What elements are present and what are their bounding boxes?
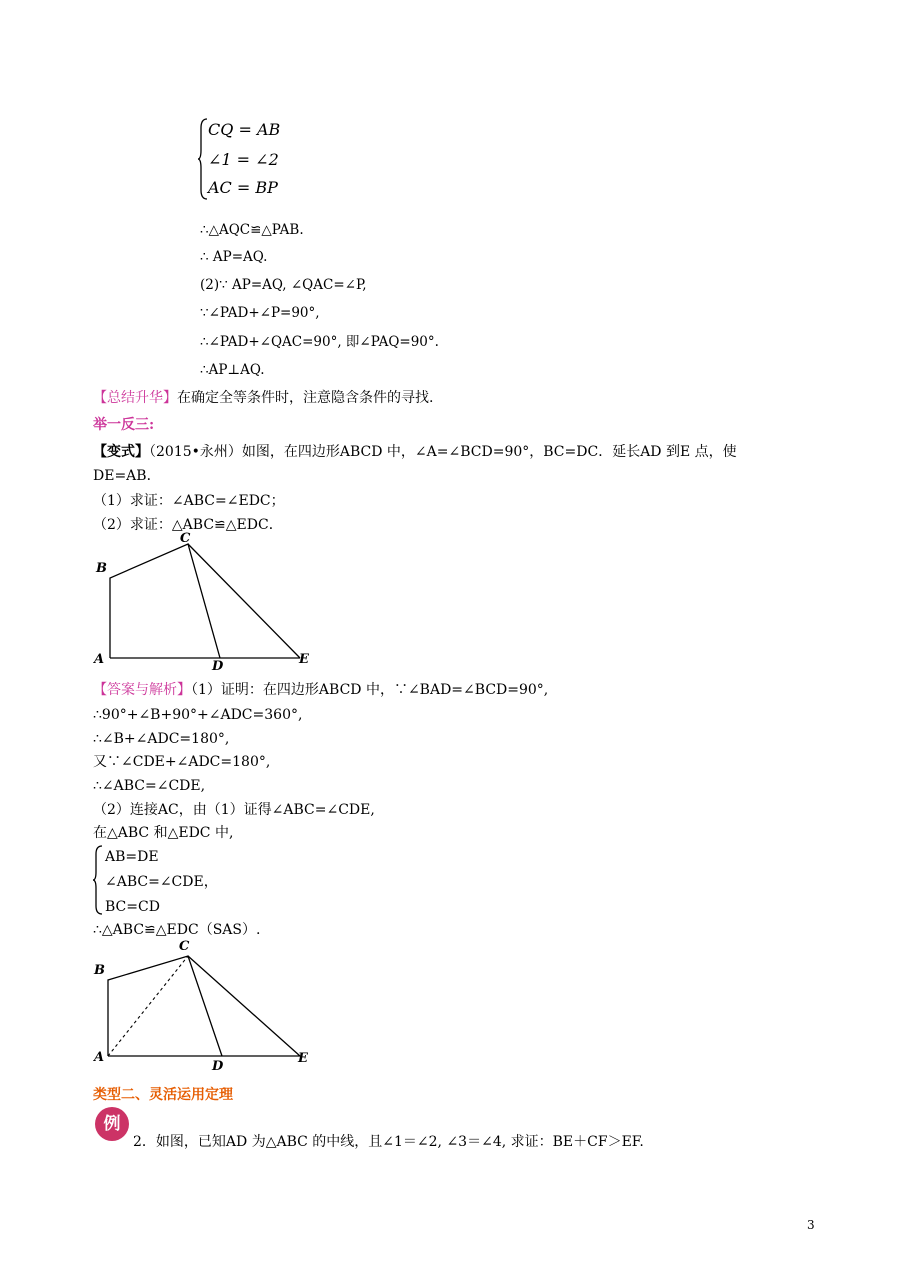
label-D: D bbox=[212, 659, 224, 672]
label-A: A bbox=[94, 652, 105, 667]
brace-icon bbox=[198, 118, 208, 200]
proof-line: ∴∠PAD+∠QAC=90°, 即∠PAQ=90°. bbox=[200, 334, 439, 350]
variant-line-2: DE=AB． bbox=[93, 468, 161, 484]
answer-line: 又∵∠CDE+∠ADC=180°, bbox=[93, 754, 271, 770]
proof-line: ∴△AQC≌△PAB. bbox=[200, 222, 304, 238]
answer-line: 在△ABC 和△EDC 中, bbox=[93, 825, 234, 841]
brace-icon bbox=[93, 845, 103, 915]
section-heading: 类型二、灵活运用定理 bbox=[93, 1087, 233, 1103]
label-C: C bbox=[180, 532, 191, 546]
summary-text: 在确定全等条件时，注意隐含条件的寻找. bbox=[177, 390, 434, 406]
answer-label: 【答案与解析】 bbox=[93, 682, 191, 698]
label-E: E bbox=[299, 652, 309, 667]
variant-label: 【变式】 bbox=[93, 444, 149, 460]
answer-line: ∴∠ABC=∠CDE, bbox=[93, 778, 206, 794]
proof-line: (2)∵ AP=AQ, ∠QAC=∠P, bbox=[200, 277, 367, 293]
variant-question-2: （2）求证：△ABC≌△EDC． bbox=[93, 517, 283, 533]
label-B: B bbox=[96, 561, 107, 576]
variant-question-1: （1）求证：∠ABC=∠EDC； bbox=[93, 493, 285, 509]
quadrilateral-figure-1 bbox=[90, 532, 320, 672]
proof-line: ∴ AP=AQ. bbox=[200, 249, 268, 265]
answer-conclusion: ∴△ABC≌△EDC（SAS）. bbox=[93, 922, 261, 938]
quadrilateral-figure-2 bbox=[90, 936, 320, 1076]
proof-line: ∵∠PAD+∠P=90°, bbox=[200, 305, 320, 321]
label-D: D bbox=[212, 1059, 224, 1074]
system-line: AC = BP bbox=[208, 178, 278, 197]
proof-line: ∴AP⊥AQ. bbox=[200, 362, 265, 378]
answer-line: ∴∠B+∠ADC=180°, bbox=[93, 731, 230, 747]
system-line: BC=CD bbox=[105, 899, 160, 915]
answer-text: （1）证明：在四边形ABCD 中，∵∠BAD=∠BCD=90°, bbox=[191, 682, 549, 698]
label-E: E bbox=[298, 1051, 308, 1066]
summary-line bbox=[93, 389, 433, 407]
label-B: B bbox=[94, 963, 105, 978]
variant-line-1 bbox=[93, 443, 737, 461]
example-badge bbox=[95, 1107, 129, 1141]
system-line: CQ = AB bbox=[208, 120, 281, 139]
system-line: AB=DE bbox=[105, 849, 159, 865]
system-line: ∠1 = ∠2 bbox=[208, 150, 279, 169]
summary-label: 【总结升华】 bbox=[93, 390, 177, 406]
practice-heading: 举一反三: bbox=[93, 417, 155, 433]
answer-line-1 bbox=[93, 681, 548, 699]
variant-text: （2015•永州）如图，在四边形ABCD 中，∠A=∠BCD=90°，BC=DC．延长AD 到E 点，使 bbox=[149, 444, 737, 460]
label-A: A bbox=[94, 1050, 105, 1065]
page-number: 3 bbox=[807, 1218, 815, 1232]
answer-line: ∴90°+∠B+90°+∠ADC=360°, bbox=[93, 707, 303, 723]
example-text: 2．如图，已知AD 为△ABC 的中线，且∠1＝∠2, ∠3＝∠4, 求证：BE＋CF＞EF. bbox=[133, 1134, 644, 1150]
label-C: C bbox=[179, 939, 190, 954]
answer-line: （2）连接AC，由（1）证得∠ABC=∠CDE, bbox=[93, 802, 375, 818]
system-brace-2 bbox=[93, 845, 103, 919]
system-line: ∠ABC=∠CDE， bbox=[105, 874, 218, 890]
system-brace-1 bbox=[198, 118, 206, 198]
example-badge-label: 例 bbox=[103, 1114, 121, 1134]
